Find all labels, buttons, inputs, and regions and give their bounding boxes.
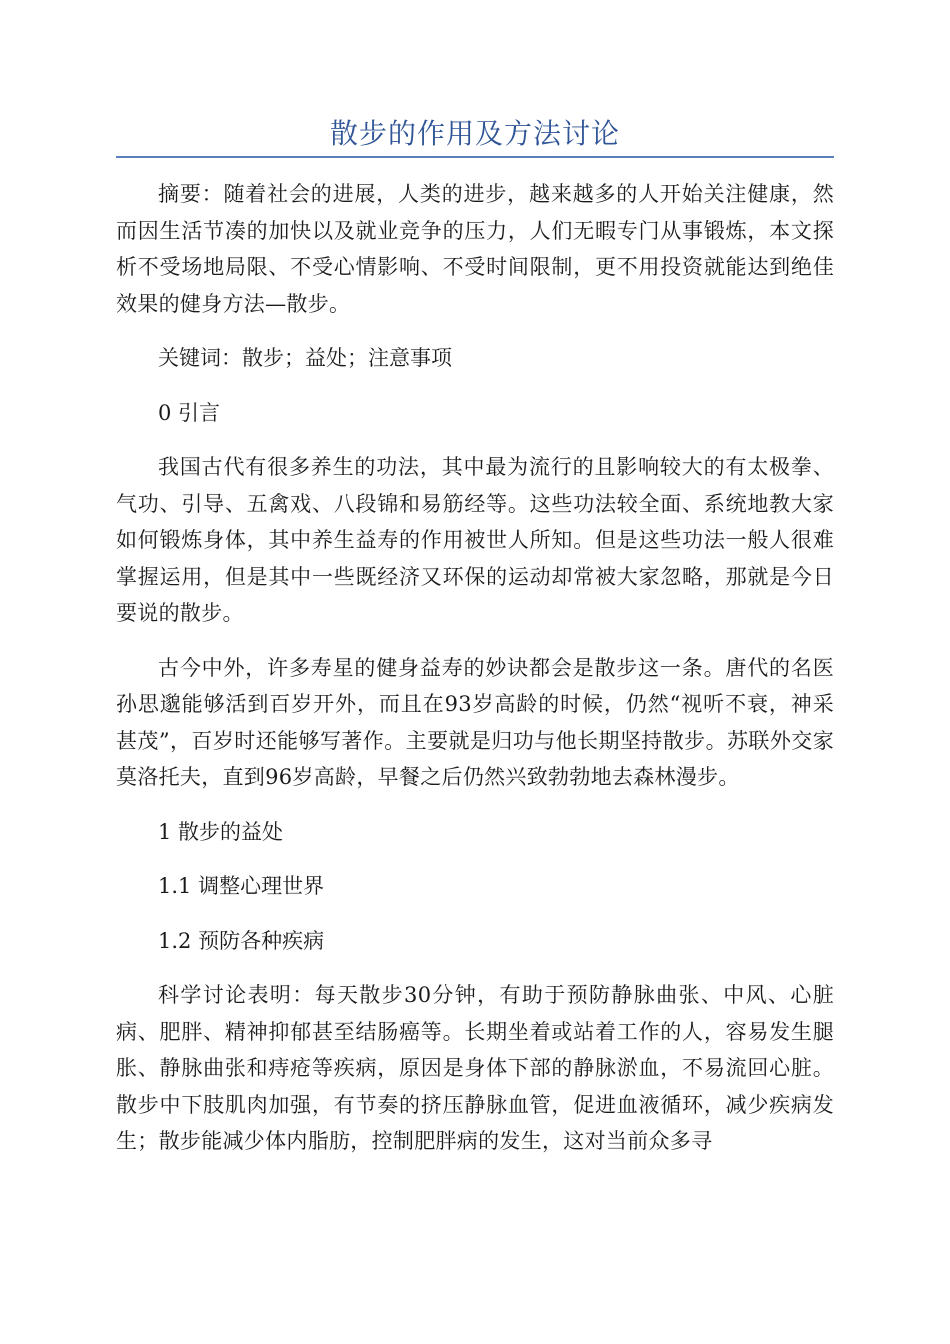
section-1-2-paragraph: 科学讨论表明：每天散步30分钟，有助于预防静脉曲张、中风、心脏病、肥胖、精神抑郁甚至结肠癌等。长期坐着或站着工作的人，容易发生腿胀、静脉曲张和痔疮等疾病，原因是身体下部的静脉淤血，不易流回心脏。散步中下肢肌肉加强，有节奏的挤压静脉血管，促进血液循环，减少疾病发生；散步能减少体内脂肪，控制肥胖病的发生，这对当前众多寻 <box>116 983 834 1153</box>
title-underline <box>116 156 834 158</box>
document-body <box>116 176 834 1160</box>
intro-paragraph-2: 古今中外，许多寿星的健身益寿的妙诀都会是散步这一条。唐代的名医孙思邈能够活到百岁开外，而且在93岁高龄的时候，仍然“视听不衰，神采甚茂”，百岁时还能够写著作。主要就是归功与他长期坚持散步。苏联外交家莫洛托夫，直到96岁高龄，早餐之后仍然兴致勃勃地去森林漫步。 <box>116 655 834 789</box>
section-1-heading: 1 散步的益处 <box>158 819 284 844</box>
abstract-paragraph: 摘要：随着社会的进展，人类的进步，越来越多的人开始关注健康，然而因生活节凑的加快以及就业竞争的压力，人们无暇专门从事锻炼，本文探析不受场地局限、不受心情影响、不受时间限制，更不用投资就能达到绝佳效果的健身方法—散步。 <box>116 182 834 316</box>
document-title: 散步的作用及方法讨论 <box>329 117 620 150</box>
intro-paragraph-1: 我国古代有很多养生的功法，其中最为流行的且影响较大的有太极拳、气功、引导、五禽戏、八段锦和易筋经等。这些功法较全面、系统地教大家如何锻炼身体，其中养生益寿的作用被世人所知。但是这些功法一般人很难掌握运用，但是其中一些既经济又环保的运动却常被大家忽略，那就是今日要说的散步。 <box>116 455 834 625</box>
intro-heading: 0 引言 <box>158 400 221 425</box>
keywords-line: 关键词：散步；益处；注意事项 <box>158 346 452 370</box>
section-1-2-heading: 1.2 预防各种疾病 <box>158 928 325 953</box>
document-page <box>116 0 834 1178</box>
section-1-1-heading: 1.1 调整心理世界 <box>158 874 325 898</box>
